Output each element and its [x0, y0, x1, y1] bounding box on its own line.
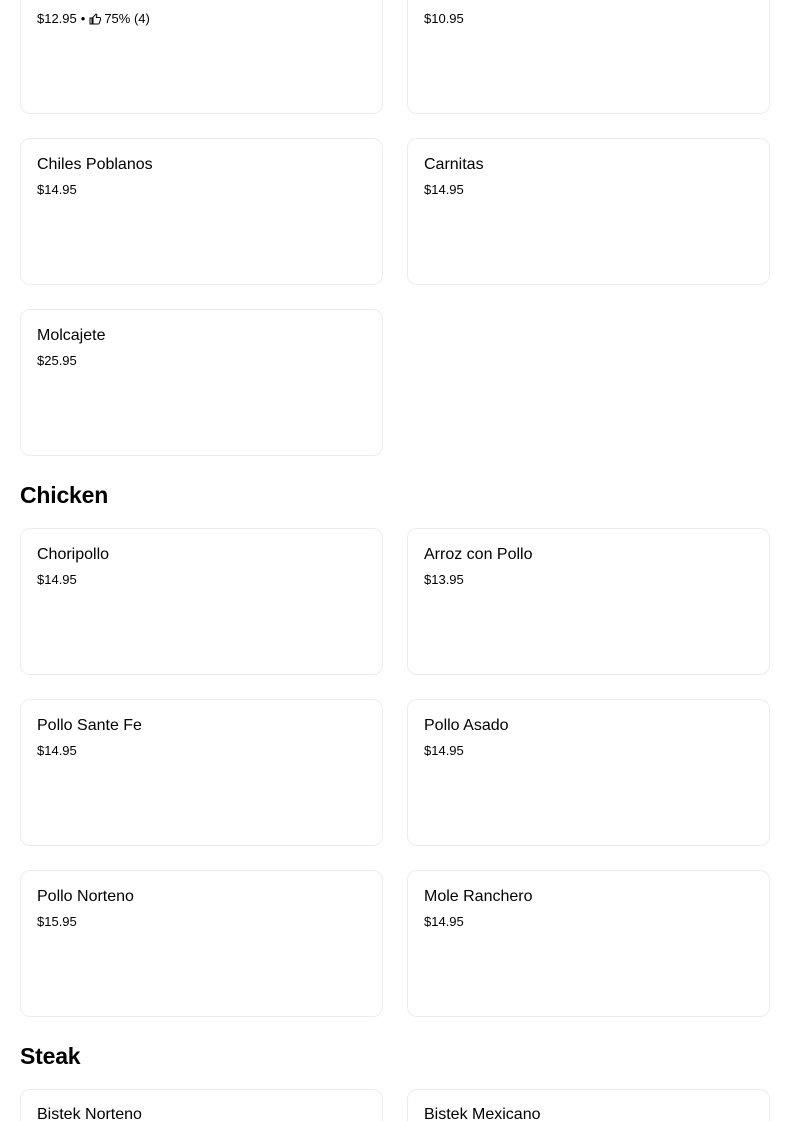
item-price: $14.95: [424, 182, 464, 197]
item-meta: [37, 182, 77, 198]
menu-item-card[interactable]: [407, 528, 770, 675]
menu-item-card[interactable]: [407, 138, 770, 285]
item-meta: [424, 743, 464, 759]
menu-item-card[interactable]: [20, 1089, 383, 1121]
item-name: Bistek Mexicano: [424, 1106, 541, 1121]
item-price: $25.95: [37, 353, 77, 368]
item-meta: [37, 914, 77, 930]
item-name: Choripollo: [37, 546, 110, 563]
item-meta: [37, 353, 77, 369]
menu-item-card[interactable]: [20, 138, 383, 285]
item-price: $14.95: [424, 914, 464, 929]
menu-item-card[interactable]: [20, 870, 383, 1017]
item-name: Pollo Sante Fe: [37, 717, 142, 734]
item-name: Chiles Poblanos: [37, 156, 153, 173]
item-price: $14.95: [424, 743, 464, 758]
menu-item-card[interactable]: [407, 1089, 770, 1121]
item-price: $14.95: [37, 572, 77, 587]
menu-item-card[interactable]: [20, 699, 383, 846]
item-price: $14.95: [37, 182, 77, 197]
menu-item-card[interactable]: [20, 309, 383, 456]
section-title-steak: Steak: [20, 1043, 81, 1069]
item-rating: 75% (4): [104, 11, 150, 26]
item-price: $10.95: [424, 11, 464, 26]
item-name: Arroz con Pollo: [424, 546, 533, 563]
item-price: $13.95: [424, 572, 464, 587]
item-price: $12.95: [37, 11, 77, 26]
menu-item-card[interactable]: [20, 0, 383, 114]
item-meta: [424, 572, 464, 588]
item-meta: [37, 11, 150, 27]
thumbs-up-icon: [89, 13, 101, 25]
menu-item-card[interactable]: [20, 528, 383, 675]
menu-item-card[interactable]: [407, 0, 770, 114]
item-meta: [37, 743, 77, 759]
item-name: Carnitas: [424, 156, 484, 173]
item-meta: [424, 11, 464, 27]
item-name: Pollo Norteno: [37, 888, 134, 905]
item-name: Pollo Asado: [424, 717, 509, 734]
item-meta: [37, 572, 77, 588]
item-meta: [424, 182, 464, 198]
menu-item-card[interactable]: [407, 870, 770, 1017]
item-meta: [424, 914, 464, 930]
item-price: $15.95: [37, 914, 77, 929]
item-price: $14.95: [37, 743, 77, 758]
meta-separator: •: [80, 11, 86, 26]
menu-item-card[interactable]: [407, 699, 770, 846]
item-name: Bistek Norteno: [37, 1106, 142, 1121]
item-name: Molcajete: [37, 327, 106, 344]
item-name: Mole Ranchero: [424, 888, 533, 905]
section-title-chicken: Chicken: [20, 482, 109, 508]
